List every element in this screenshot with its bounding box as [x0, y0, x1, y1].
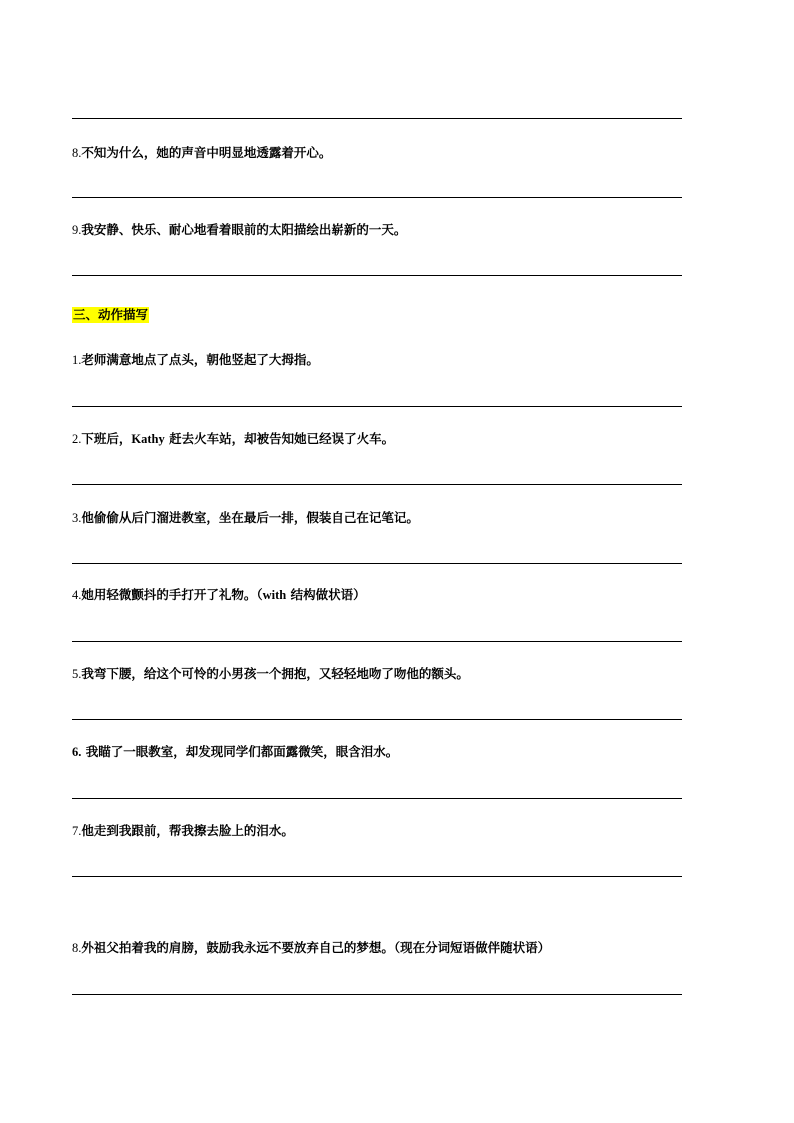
answer-line: [72, 275, 682, 276]
item-text: 我安静、快乐、耐心地看着眼前的太阳描绘出崭新的一天。: [81, 222, 407, 237]
exercise-item: [72, 145, 331, 161]
item-number: 8.: [72, 941, 82, 955]
exercise-item: [72, 940, 550, 956]
item-number: 1.: [72, 353, 82, 367]
item-number: 9.: [72, 223, 82, 237]
item-text: 他走到我跟前，帮我擦去脸上的泪水。: [81, 823, 294, 838]
item-text: 不知为什么，她的声音中明显地透露着开心。: [81, 145, 332, 160]
exercise-item: [72, 431, 394, 447]
answer-line: [72, 876, 682, 877]
item-text: 老师满意地点了点头，朝他竖起了大拇指。: [81, 352, 319, 367]
answer-line: [72, 484, 682, 485]
item-text-post: 结构做状语）: [286, 587, 366, 602]
exercise-item: [72, 744, 398, 760]
item-name: Kathy: [131, 432, 165, 446]
answer-line: [72, 994, 682, 995]
item-number: 3.: [72, 511, 82, 525]
item-text: 外祖父拍着我的肩膀，鼓励我永远不要放弃自己的梦想。（现在分词短语做伴随状语）: [81, 940, 551, 955]
item-text-pre: 下班后，: [81, 431, 132, 446]
item-number: 8.: [72, 146, 82, 160]
item-number: 4.: [72, 588, 82, 602]
item-keyword: with: [262, 588, 287, 602]
exercise-item: [72, 222, 406, 238]
exercise-item: [72, 823, 294, 839]
exercise-item: [72, 666, 469, 682]
item-text-pre: 她用轻微颤抖的手打开了礼物。（: [81, 587, 263, 602]
item-number: 7.: [72, 824, 82, 838]
item-number: 6.: [72, 745, 82, 759]
exercise-item: [72, 510, 419, 526]
item-number: 2.: [72, 432, 82, 446]
item-number: 5.: [72, 667, 82, 681]
exercise-item: [72, 587, 366, 603]
exercise-item: [72, 352, 319, 368]
item-text-post: 赶去火车站，却被告知她已经误了火车。: [164, 431, 395, 446]
answer-line: [72, 798, 682, 799]
item-text: 我弯下腰，给这个可怜的小男孩一个拥抱，又轻轻地吻了吻他的额头。: [81, 666, 469, 681]
answer-line: [72, 118, 682, 119]
item-text: 他偷偷从后门溜进教室，坐在最后一排，假装自己在记笔记。: [81, 510, 419, 525]
answer-line: [72, 641, 682, 642]
answer-line: [72, 406, 682, 407]
answer-line: [72, 563, 682, 564]
section-title: 三、动作描写: [73, 307, 149, 322]
answer-line: [72, 197, 682, 198]
item-text: 我瞄了一眼教室，却发现同学们都面露微笑，眼含泪水。: [81, 744, 399, 759]
answer-line: [72, 719, 682, 720]
